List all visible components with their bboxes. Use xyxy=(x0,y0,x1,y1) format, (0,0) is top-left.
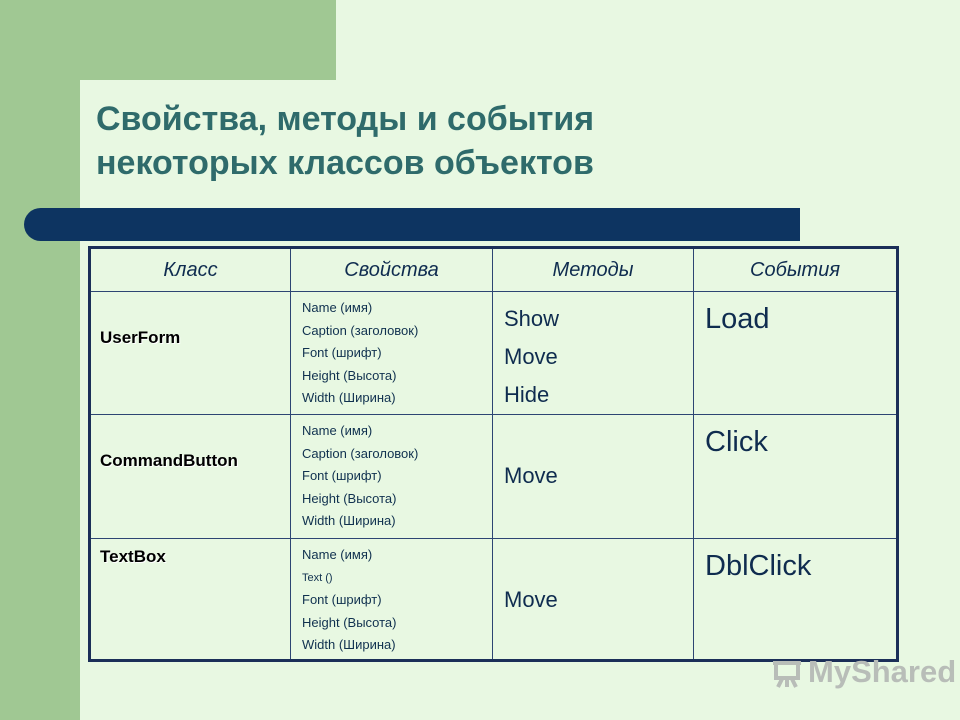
property-item: Width (Ширина) xyxy=(302,513,396,528)
property-item: Font (шрифт) xyxy=(302,592,382,607)
property-item: Height (Высота) xyxy=(302,367,397,383)
column-header-events: События xyxy=(694,248,898,292)
property-item: Name (имя) xyxy=(302,423,373,438)
myshared-watermark xyxy=(770,654,957,690)
slide-title: Свойства, методы и события некоторых классов объектов xyxy=(96,100,595,182)
property-item: Height (Высота) xyxy=(302,614,397,630)
events-cell xyxy=(694,539,898,661)
method-item: Move xyxy=(504,587,558,612)
table-header-row xyxy=(90,248,898,292)
title-accent-bar xyxy=(24,208,800,241)
class-cell xyxy=(90,292,291,415)
method-item: Hide xyxy=(504,382,550,407)
property-item: Text () xyxy=(302,571,333,584)
watermark-text: MyShared xyxy=(808,654,957,689)
column-header-class: Класс xyxy=(90,248,291,292)
top-decoration-band xyxy=(80,0,336,80)
event-item: DblClick xyxy=(705,550,812,582)
events-cell xyxy=(694,415,898,539)
property-item: Height (Высота) xyxy=(302,490,397,506)
properties-cell xyxy=(291,415,493,539)
column-header-methods: Методы xyxy=(493,248,694,292)
method-item: Move xyxy=(504,344,558,369)
table-row xyxy=(90,415,898,539)
property-item: Font (шрифт) xyxy=(302,345,382,360)
property-item: Name (имя) xyxy=(302,547,373,562)
property-item: Font (шрифт) xyxy=(302,468,382,483)
presentation-icon xyxy=(770,654,804,688)
methods-cell xyxy=(493,539,694,661)
property-item: Width (Ширина) xyxy=(302,390,396,405)
column-header-properties: Свойства xyxy=(291,248,493,292)
class-cell xyxy=(90,415,291,539)
properties-cell xyxy=(291,292,493,415)
class-name: UserForm xyxy=(100,328,181,347)
events-cell xyxy=(694,292,898,415)
property-item: Caption (заголовок) xyxy=(302,445,419,461)
methods-cell xyxy=(493,415,694,539)
table-row xyxy=(90,539,898,661)
class-members-table xyxy=(88,246,899,662)
method-item: Show xyxy=(504,306,560,331)
class-cell xyxy=(90,539,291,661)
event-item: Click xyxy=(705,426,768,458)
method-item: Move xyxy=(504,463,558,488)
property-item: Name (имя) xyxy=(302,300,373,315)
table-row xyxy=(90,292,898,415)
class-name: TextBox xyxy=(100,547,166,566)
left-decoration-band xyxy=(0,0,80,720)
properties-cell xyxy=(291,539,493,661)
property-item: Width (Ширина) xyxy=(302,637,396,652)
event-item: Load xyxy=(705,303,770,335)
property-item: Caption (заголовок) xyxy=(302,322,419,338)
class-name: CommandButton xyxy=(100,451,238,470)
methods-cell xyxy=(493,292,694,415)
